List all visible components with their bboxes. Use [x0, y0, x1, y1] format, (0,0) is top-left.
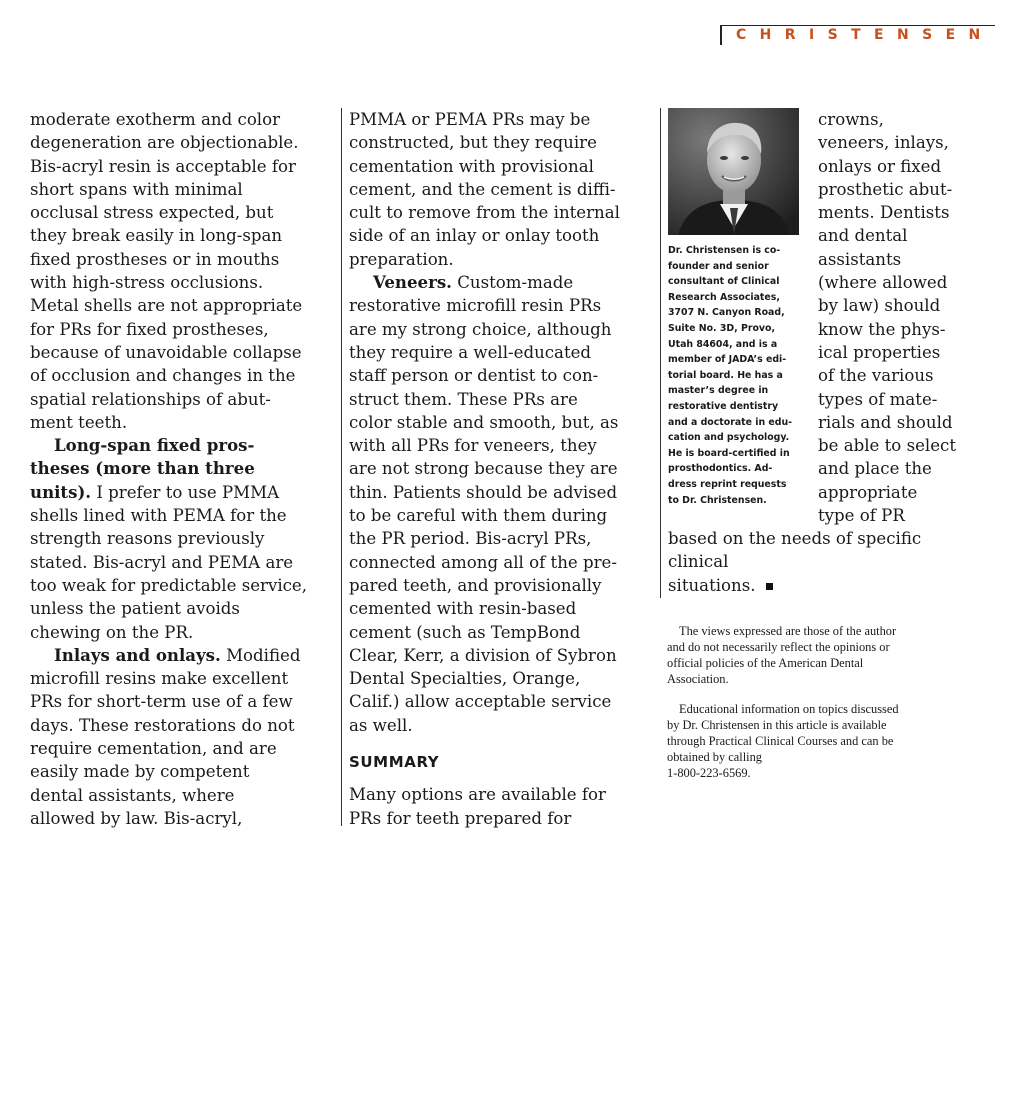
- col2-line: PRs for teeth prepared for: [349, 808, 572, 828]
- col2-line: cult to remove from the internal: [349, 203, 620, 223]
- col2-line: the PR period. Bis-acryl PRs,: [349, 529, 592, 549]
- longspan-heading: Long-span fixed pros-: [54, 435, 255, 456]
- col2-line: pared teeth, and provisionally: [349, 575, 602, 595]
- col3-line: type of PR: [818, 506, 905, 526]
- bio-line: member of JADA’s edi-: [668, 354, 787, 366]
- col3-line: veneers, inlays,: [818, 133, 949, 153]
- col1-line: Metal shells are not appropriate: [30, 296, 303, 316]
- education-line: Educational information on topics discussed: [679, 702, 899, 716]
- col1-line: spatial relationships of abut-: [30, 389, 271, 409]
- col2-line: struct them. These PRs are: [349, 389, 578, 409]
- col3-line: clinical: [668, 552, 729, 572]
- col1-line: Bis-acryl resin is acceptable for: [30, 156, 296, 176]
- col1-line: microfill resins make excellent: [30, 669, 289, 689]
- col3-line: and place the: [818, 459, 932, 479]
- col2-line: cemented with resin-based: [349, 599, 577, 619]
- article-notes: [667, 623, 997, 781]
- col2-line: cement (such as TempBond: [349, 622, 581, 642]
- col2-line: Dental Specialties, Orange,: [349, 669, 581, 689]
- education-line: 1-800-223-6569.: [667, 766, 751, 780]
- education-line: through Practical Clinical Courses and can be: [667, 734, 894, 748]
- col2-line: constructed, but they require: [349, 133, 597, 153]
- longspan-text: I prefer to use PMMA: [91, 482, 280, 502]
- column-rule-1: [341, 108, 342, 826]
- col1-line: too weak for predictable service,: [30, 575, 308, 595]
- header-tick: [720, 25, 722, 45]
- bio-line: prosthodontics. Ad-: [668, 463, 773, 475]
- col2-line: staff person or dentist to con-: [349, 366, 599, 386]
- bio-line: Utah 84604, and is a: [668, 338, 778, 350]
- column-rule-2: [660, 108, 661, 598]
- col3-line: (where allowed: [818, 273, 948, 293]
- col1-line: with high-stress occlusions.: [30, 273, 264, 293]
- col1-line: degeneration are objectionable.: [30, 133, 299, 153]
- col3-line: know the phys-: [818, 319, 946, 339]
- end-mark-icon: [766, 583, 773, 590]
- col2-line: cementation with provisional: [349, 156, 594, 176]
- col1-line: require cementation, and are: [30, 739, 277, 759]
- col1-line: dental assistants, where: [30, 785, 235, 805]
- col1-line: [30, 644, 336, 667]
- col2-line: as well.: [349, 715, 413, 735]
- bio-line: consultant of Clinical: [668, 276, 780, 288]
- col1-line: of occlusion and changes in the: [30, 366, 296, 386]
- col3-line: by law) should: [818, 296, 941, 316]
- col3-line: assistants: [818, 249, 902, 269]
- col3-text: situations.: [668, 575, 756, 595]
- col2-line: Many options are available for: [349, 785, 606, 805]
- education-line: by Dr. Christensen in this article is available: [667, 718, 887, 732]
- col2-line: with all PRs for veneers, they: [349, 436, 597, 456]
- bio-line: Suite No. 3D, Provo,: [668, 322, 776, 334]
- summary-heading: SUMMARY: [349, 753, 440, 772]
- col3-line: prosthetic abut-: [818, 179, 953, 199]
- column-3-narrow: [818, 108, 998, 527]
- col1-line: chewing on the PR.: [30, 622, 194, 642]
- col1-line: easily made by competent: [30, 762, 250, 782]
- col3-line: ical properties: [818, 342, 941, 362]
- col2-line: thin. Patients should be advised: [349, 482, 618, 502]
- bio-line: dress reprint requests: [668, 478, 787, 490]
- col2-line: color stable and smooth, but, as: [349, 412, 619, 432]
- longspan-heading: units).: [30, 481, 92, 502]
- col2-line: PMMA or PEMA PRs may be: [349, 110, 591, 129]
- col2-line: restorative microfill resin PRs: [349, 296, 602, 316]
- inlays-text: Modified: [220, 645, 301, 665]
- col3-line: and dental: [818, 226, 908, 246]
- bio-line: restorative dentistry: [668, 400, 779, 412]
- col3-line: appropriate: [818, 482, 918, 502]
- col1-line: stated. Bis-acryl and PEMA are: [30, 552, 294, 572]
- col1-line: fixed prostheses or in mouths: [30, 249, 280, 269]
- col1-line: short spans with minimal: [30, 179, 243, 199]
- col2-line: Calif.) allow acceptable service: [349, 692, 612, 712]
- disclaimer-line: Association.: [667, 672, 729, 686]
- disclaimer-line: official policies of the American Dental: [667, 656, 864, 670]
- col1-line: [30, 481, 336, 504]
- bio-line: cation and psychology.: [668, 432, 790, 444]
- disclaimer-line: and do not necessarily reflect the opinions or: [667, 640, 890, 654]
- col2-line: connected among all of the pre-: [349, 552, 617, 572]
- col3-line: ments. Dentists: [818, 203, 950, 223]
- veneers-text: Custom-made: [451, 273, 574, 293]
- col1-line: occlusal stress expected, but: [30, 203, 274, 223]
- author-bio: [668, 243, 803, 508]
- col3-line: [668, 574, 998, 597]
- col2-line: [349, 271, 655, 294]
- education-line: obtained by calling: [667, 750, 762, 764]
- col3-line: rials and should: [818, 412, 953, 432]
- bio-line: to Dr. Christensen.: [668, 494, 767, 506]
- col3-line: of the various: [818, 366, 934, 386]
- notes-spacer: [667, 687, 997, 701]
- col3-line: types of mate-: [818, 389, 938, 409]
- disclaimer-line: The views expressed are those of the author: [679, 624, 897, 638]
- header-rule: [720, 25, 995, 26]
- bio-line: He is board-certified in: [668, 447, 790, 459]
- col2-line: Clear, Kerr, a division of Sybron: [349, 645, 617, 665]
- col2-line: preparation.: [349, 249, 454, 269]
- inlays-heading: Inlays and onlays.: [54, 644, 221, 665]
- col3-line: be able to select: [818, 436, 956, 456]
- bio-line: torial board. He has a: [668, 369, 783, 381]
- author-portrait-icon: [668, 108, 799, 235]
- col1-line: moderate exotherm and color: [30, 110, 281, 129]
- col1-line: PRs for short-term use of a few: [30, 692, 293, 712]
- bio-line: and a doctorate in edu-: [668, 416, 793, 428]
- col2-line: they require a well-educated: [349, 342, 592, 362]
- col1-line: for PRs for fixed prostheses,: [30, 319, 269, 339]
- veneers-heading: Veneers.: [373, 272, 452, 293]
- col2-line: cement, and the cement is diffi-: [349, 179, 616, 199]
- col2-line: to be careful with them during: [349, 506, 608, 526]
- col2-line: are my strong choice, although: [349, 319, 612, 339]
- col1-line: shells lined with PEMA for the: [30, 506, 287, 526]
- bio-line: 3707 N. Canyon Road,: [668, 307, 785, 319]
- col1-line: unless the patient avoids: [30, 599, 240, 619]
- bio-line: Research Associates,: [668, 291, 780, 303]
- column-3-full: [668, 527, 998, 597]
- bio-line: Dr. Christensen is co-: [668, 245, 781, 256]
- column-2: [349, 108, 655, 830]
- longspan-heading: theses (more than three: [30, 458, 255, 479]
- col3-line: onlays or fixed: [818, 156, 942, 176]
- col3-line: based on the needs of specific: [668, 529, 922, 548]
- col1-line: because of unavoidable collapse: [30, 342, 302, 362]
- column-1: [30, 108, 336, 830]
- running-head: CHRISTENSEN: [736, 27, 994, 43]
- col2-line: side of an inlay or onlay tooth: [349, 226, 600, 246]
- col1-line: days. These restorations do not: [30, 715, 295, 735]
- author-photo: [668, 108, 799, 235]
- col1-line: they break easily in long-span: [30, 226, 283, 246]
- bio-line: founder and senior: [668, 260, 769, 272]
- col2-line: are not strong because they are: [349, 459, 618, 479]
- col1-line: strength reasons previously: [30, 529, 265, 549]
- col1-line: allowed by law. Bis-acryl,: [30, 808, 243, 828]
- col1-line: ment teeth.: [30, 412, 128, 432]
- col3-line: crowns,: [818, 110, 884, 129]
- bio-line: master’s degree in: [668, 385, 769, 397]
